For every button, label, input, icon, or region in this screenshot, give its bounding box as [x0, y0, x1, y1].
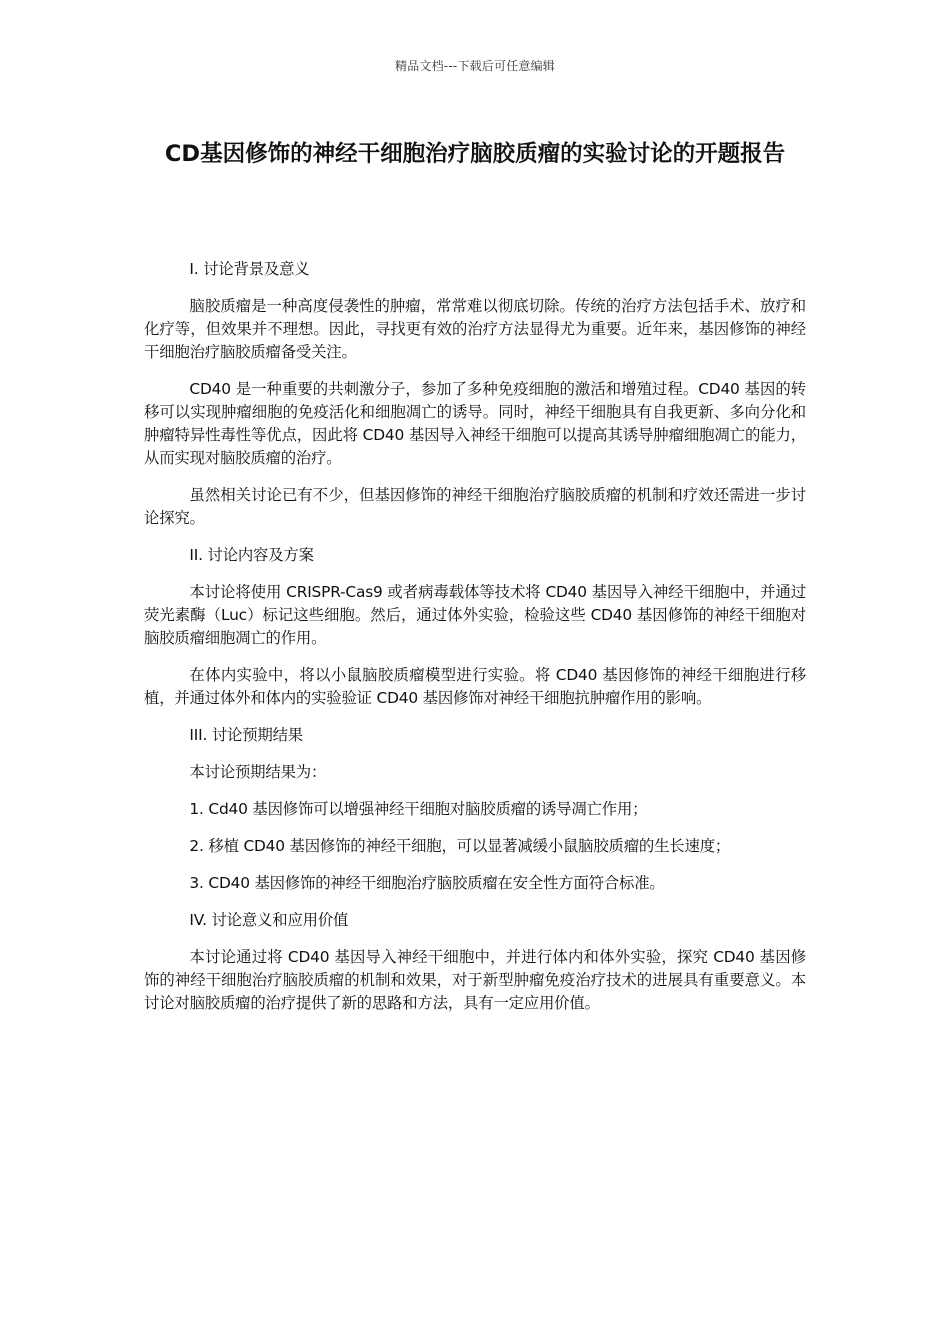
paragraph: 本讨论通过将 CD40 基因导入神经干细胞中，并进行体内和体外实验，探究 CD40 基因修饰的神经干细胞治疗脑胶质瘤的机制和效果，对于新型肿瘤免疫治疗技术的进展具有重要意义。本讨论对脑胶质瘤的治疗提供了新的思路和方法，具有一定应用价值。	[144, 948, 806, 1012]
page-header-note: 精品文档---下载后可任意编辑	[395, 59, 555, 73]
paragraph: 虽然相关讨论已有不少，但基因修饰的神经干细胞治疗脑胶质瘤的机制和疗效还需进一步讨论探究。	[144, 486, 806, 527]
section-heading-significance: IV. 讨论意义和应用价值	[189, 911, 349, 929]
paragraph: 本讨论将使用 CRISPR-Cas9 或者病毒载体等技术将 CD40 基因导入神经干细胞中，并通过荧光素酶（Luc）标记这些细胞。然后，通过体外实验，检验这些 CD40 基因修饰的神经干细胞对脑胶质瘤细胞凋亡的作用。	[144, 583, 806, 647]
section-heading-content: II. 讨论内容及方案	[189, 546, 314, 564]
list-item: 3. CD40 基因修饰的神经干细胞治疗脑胶质瘤在安全性方面符合标准。	[189, 874, 665, 892]
paragraph: CD40 是一种重要的共刺激分子，参加了多种免疫细胞的激活和增殖过程。CD40 基因的转移可以实现肿瘤细胞的免疫活化和细胞凋亡的诱导。同时，神经干细胞具有自我更新、多向分化和肿瘤特异性毒性等优点，因此将 CD40 基因导入神经干细胞可以提高其诱导肿瘤细胞凋亡的能力，从而实现对脑胶质瘤的治疗。	[144, 380, 806, 467]
paragraph: 在体内实验中，将以小鼠脑胶质瘤模型进行实验。将 CD40 基因修饰的神经干细胞进行移植，并通过体外和体内的实验验证 CD40 基因修饰对神经干细胞抗肿瘤作用的影响。	[144, 666, 806, 707]
document-body	[144, 258, 806, 1029]
list-item: 2. 移植 CD40 基因修饰的神经干细胞，可以显著减缓小鼠脑胶质瘤的生长速度；	[189, 837, 731, 855]
list-item: 1. Cd40 基因修饰可以增强神经干细胞对脑胶质瘤的诱导凋亡作用；	[189, 800, 648, 818]
paragraph: 本讨论预期结果为：	[189, 763, 327, 781]
paragraph: 脑胶质瘤是一种高度侵袭性的肿瘤，常常难以彻底切除。传统的治疗方法包括手术、放疗和化疗等，但效果并不理想。因此，寻找更有效的治疗方法显得尤为重要。近年来，基因修饰的神经干细胞治疗脑胶质瘤备受关注。	[144, 297, 806, 361]
document-title: CD基因修饰的神经干细胞治疗脑胶质瘤的实验讨论的开题报告	[164, 141, 786, 167]
section-heading-background: I. 讨论背景及意义	[189, 260, 310, 278]
section-heading-results: III. 讨论预期结果	[189, 726, 303, 744]
